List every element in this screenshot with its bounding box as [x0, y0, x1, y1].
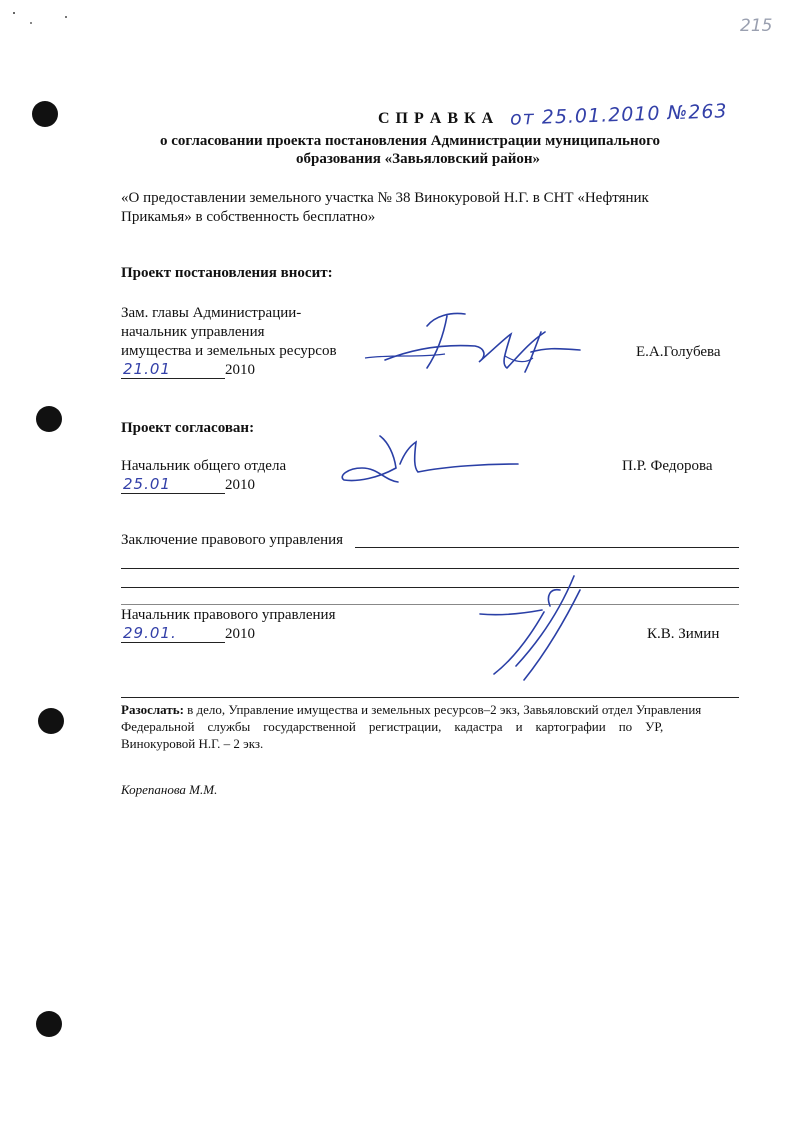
- submitter-position-line-2: начальник управления: [121, 324, 265, 340]
- submitter-position-line-1: Зам. главы Администрации-: [121, 305, 302, 321]
- punch-hole: [36, 406, 62, 432]
- approval-date-line: [121, 475, 255, 495]
- approval-position: Начальник общего отдела: [121, 458, 287, 474]
- subject-line-2: Прикамья» в собственность бесплатно»: [121, 209, 376, 225]
- distribution-line-3: Винокуровой Н.Г. – 2 экз.: [121, 736, 264, 751]
- conclusion-rule-1: [355, 547, 739, 548]
- subject-line-1: «О предоставлении земельного участка № 38 Винокуровой Н.Г. в СНТ «Нефтяник: [121, 190, 649, 206]
- legal-date-line: [121, 624, 255, 644]
- approval-date-handwritten: 25.01: [123, 475, 171, 493]
- scan-mark: [65, 16, 67, 18]
- distribution-rule: [121, 697, 739, 698]
- punch-hole: [32, 101, 58, 127]
- distribution-label: Разослать:: [121, 702, 184, 717]
- punch-hole: [36, 1011, 62, 1037]
- legal-position: Начальник правового управления: [121, 607, 336, 623]
- legal-date-handwritten: 29.01.: [123, 624, 177, 642]
- submitter-position-line-3: имущества и земельных ресурсов: [121, 343, 337, 359]
- signature-fedorova: [318, 428, 528, 498]
- legal-date-year: 2010: [225, 626, 255, 642]
- signature-golubeva: [355, 298, 615, 388]
- document-author: Корепанова М.М.: [121, 782, 218, 797]
- distribution-text-1: в дело, Управление имущества и земельных ресурсов–2 экз, Завьяловский отдел Управления: [183, 702, 702, 717]
- subtitle-line-2: образования «Завьяловский район»: [296, 151, 541, 167]
- subtitle-line-1: о согласовании проекта постановления Администрации муниципального: [160, 133, 661, 149]
- legal-name: К.В. Зимин: [647, 626, 720, 642]
- corner-page-mark: 215: [740, 16, 773, 36]
- distribution-line-2: Федеральной службы государственной регистрации, кадастра и картографии по УР,: [121, 719, 664, 734]
- signature-zimin: [420, 570, 620, 690]
- submitter-name: Е.А.Голубева: [636, 344, 721, 360]
- approval-heading: Проект согласован:: [121, 420, 255, 436]
- submitter-date-year: 2010: [225, 362, 255, 378]
- submitter-heading: Проект постановления вносит:: [121, 265, 333, 281]
- submitter-date-line: [121, 360, 255, 380]
- scan-mark: [13, 12, 15, 14]
- approval-date-year: 2010: [225, 477, 255, 493]
- legal-conclusion-label: Заключение правового управления: [121, 532, 344, 548]
- scan-mark: [30, 22, 32, 24]
- submitter-date-handwritten: 21.01: [123, 360, 171, 378]
- distribution-line-1: [121, 701, 741, 718]
- punch-hole: [38, 708, 64, 734]
- handwritten-reference: от 25.01.2010 №263: [509, 100, 728, 130]
- approval-name: П.Р. Федорова: [622, 458, 713, 474]
- conclusion-rule-2: [121, 568, 739, 569]
- document-title: С П Р А В К А: [378, 110, 495, 127]
